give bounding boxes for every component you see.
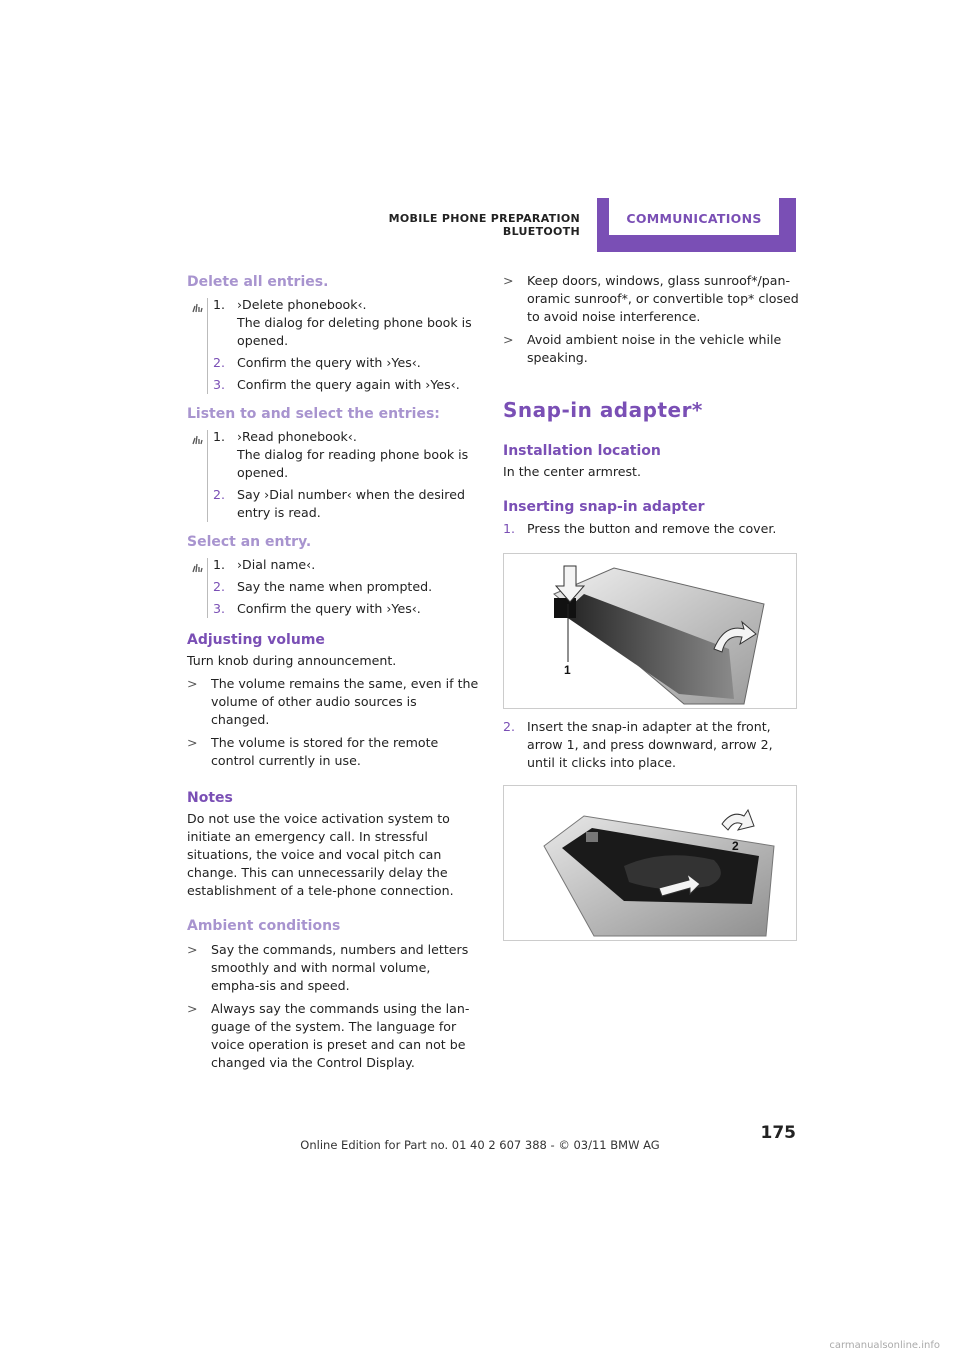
adapter-illustration [504,786,796,940]
step-2-block [503,718,799,776]
left-column [187,272,479,1072]
chapter-title: COMMUNICATIONS [609,198,779,235]
step: 2. Say the name when prompted. [213,579,433,594]
installation-heading: Installation location [503,443,661,459]
figure-callout: 2 [732,839,739,853]
voice-command-icon [191,434,203,446]
step: 1. ›Read phonebook‹. The dialog for reading phone book is opened. [213,429,469,480]
edition-footer: Online Edition for Part no. 01 40 2 607 388 - © 03/11 BMW AG [300,1138,660,1152]
chapter-tab [597,198,796,252]
listen-heading: Listen to and select the entries: [187,406,440,422]
delete-all-steps [187,296,479,394]
arrow-bullet-icon: > [187,942,198,957]
step: 1. ›Delete phonebook‹. The dialog for deleting phone book is opened. [213,297,472,348]
voice-command-icon [191,562,203,574]
step: 3. Confirm the query with ›Yes‹. [213,601,421,616]
arrow-bullet-icon: > [503,273,514,288]
volume-intro: Turn knob during announcement. [187,653,397,668]
volume-heading: Adjusting volume [187,632,325,648]
list-item: > Keep doors, windows, glass sunroof*/pan-oramic sunroof*, or convertible top* closed to avoid noise interference. [503,273,799,324]
delete-all-heading: Delete all entries. [187,274,329,290]
step: 2. Confirm the query with ›Yes‹. [213,355,421,370]
voice-command-icon [191,302,203,314]
list-item: > The volume remains the same, even if the volume of other audio sources is changed. [187,676,479,727]
select-heading: Select an entry. [187,534,312,550]
figure-callout: 1 [564,663,571,677]
watermark: carmanualsonline.info [829,1340,940,1351]
listen-steps [187,428,479,522]
notes-body: Do not use the voice activation system to initiate an emergency call. In stressful situations, the voice and vocal pitch can change. This can unnecessarily delay the establishment of a tele-phone connection. [187,811,454,898]
step: 1. ›Dial name‹. [213,557,316,572]
list-item: > Always say the commands using the lan-guage of the system. The language for voice operation is preset and can not be changed via the Control Display. [187,1001,470,1070]
arrow-bullet-icon: > [187,1001,198,1016]
step: 3. Confirm the query again with ›Yes‹. [213,377,460,392]
right-column [503,272,799,542]
snap-in-heading: Snap-in adapter* [503,398,703,422]
notes-heading: Notes [187,790,233,806]
figure-insert-adapter [503,785,797,941]
installation-body: In the center armrest. [503,464,641,479]
arrow-bullet-icon: > [187,676,198,691]
arrow-bullet-icon: > [187,735,198,750]
step: 2. Insert the snap-in adapter at the front, arrow 1, and press downward, arrow 2, until it clicks into place. [503,719,773,770]
list-item: > Avoid ambient noise in the vehicle while speaking. [503,332,782,365]
ambient-heading: Ambient conditions [187,918,341,934]
section-title: MOBILE PHONE PREPARATION BLUETOOTH [388,212,580,238]
inserting-heading: Inserting snap-in adapter [503,499,705,515]
list-item: > Say the commands, numbers and letters smoothly and with normal volume, empha-sis and speed. [187,942,469,993]
figure-remove-cover [503,553,797,709]
step: 1. Press the button and remove the cover. [503,521,777,536]
step: 2. Say ›Dial number‹ when the desired entry is read. [213,487,465,520]
select-steps [187,556,479,618]
arrow-bullet-icon: > [503,332,514,347]
page-number: 175 [760,1123,796,1143]
list-item: > The volume is stored for the remote control currently in use. [187,735,439,768]
armrest-illustration [504,554,796,708]
